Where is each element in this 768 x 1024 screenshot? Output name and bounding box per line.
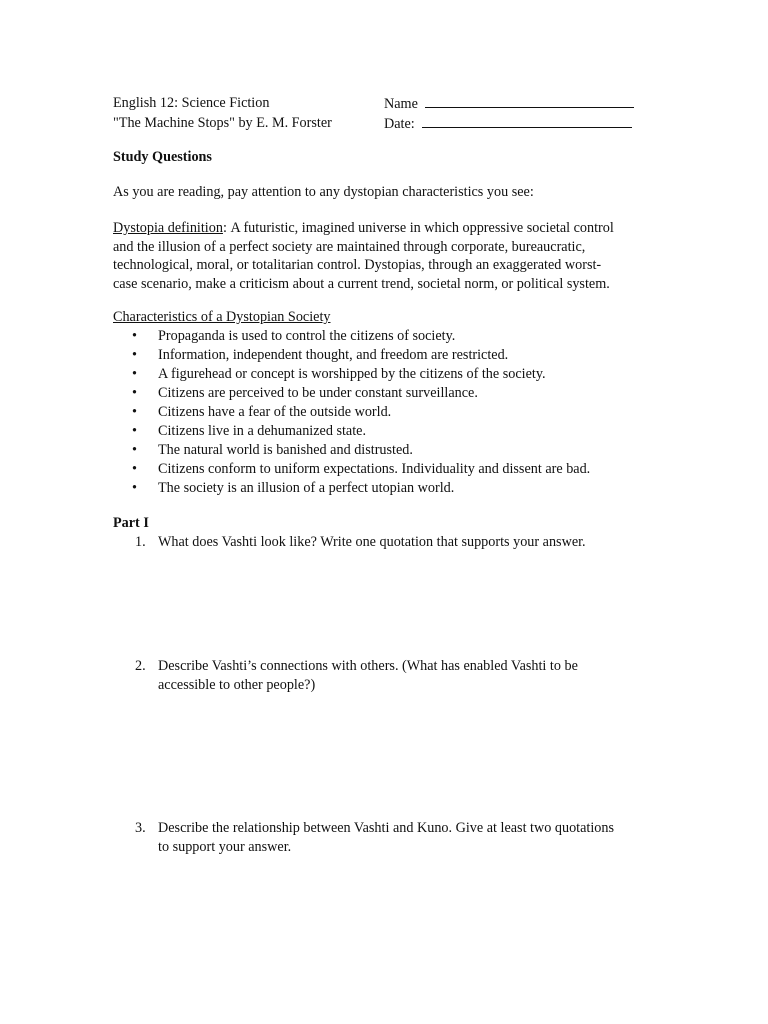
question-number: 1. (135, 534, 146, 550)
definition-line: technological, moral, or totalitarian control. Dystopias, through an exaggerated worst- (113, 257, 602, 273)
list-item: • Propaganda is used to control the citizens of society. (113, 327, 673, 346)
date-line (422, 114, 632, 128)
definition-line: and the illusion of a perfect society are maintained through corporate, bureaucratic, (113, 238, 586, 255)
definition-line: A futuristic, imagined universe in which oppressive societal control (230, 220, 614, 236)
characteristics-section (113, 308, 673, 498)
list-item: • Citizens have a fear of the outside world. (113, 403, 673, 422)
question-text: What does Vashti look like? Write one quotation that supports your answer. (158, 534, 586, 550)
header (113, 94, 634, 133)
definition-line: case scenario, make a criticism about a current trend, societal norm, or political system. (113, 275, 610, 292)
story-title: "The Machine Stops" by E. M. Forster (113, 114, 332, 131)
question-text: accessible to other people?) (158, 676, 316, 693)
name-label: Name (384, 96, 418, 112)
list-item: • Citizens live in a dehumanized state. (113, 422, 673, 441)
list-item: • Citizens are perceived to be under constant surveillance. (113, 384, 673, 403)
question-number: 2. (135, 658, 146, 674)
question-2 (113, 657, 673, 694)
course-title: English 12: Science Fiction (113, 95, 270, 111)
question-text: Describe the relationship between Vashti and Kuno. Give at least two quotations (158, 820, 614, 836)
characteristics-heading: Characteristics of a Dystopian Society (113, 309, 331, 325)
date-field (384, 114, 632, 134)
intro-text: As you are reading, pay attention to any dystopian characteristics you see: (113, 184, 534, 200)
name-line (425, 94, 634, 108)
name-field (384, 94, 634, 114)
characteristics-list (113, 327, 673, 498)
definition-term: Dystopia definition (113, 220, 223, 236)
question-3 (113, 819, 673, 856)
list-item: • Citizens conform to uniform expectations. Individuality and dissent are bad. (113, 460, 673, 479)
section-title: Study Questions (113, 149, 212, 165)
date-label: Date: (384, 115, 415, 132)
list-item: • Information, independent thought, and freedom are restricted. (113, 346, 673, 365)
list-item: • The natural world is banished and distrusted. (113, 441, 673, 460)
list-item: • A figurehead or concept is worshipped by the citizens of the society. (113, 365, 673, 384)
question-number: 3. (135, 820, 146, 836)
question-text: to support your answer. (158, 838, 292, 855)
list-item: • The society is an illusion of a perfect utopian world. (113, 479, 673, 498)
part-heading: Part I (113, 515, 149, 531)
dystopia-definition: Dystopia definition: A futuristic, imagined universe in which oppressive societal control and the illusion of a perfect society are maintained through corporate, bureaucratic, technological, moral, or totalitarian control. Dystopias, through an exaggerated worst- case scenario, make a criticism about a current trend, societal norm, or political system. (113, 219, 673, 293)
question-1 (113, 533, 673, 552)
question-text: Describe Vashti’s connections with others. (What has enabled Vashti to be (158, 658, 578, 674)
